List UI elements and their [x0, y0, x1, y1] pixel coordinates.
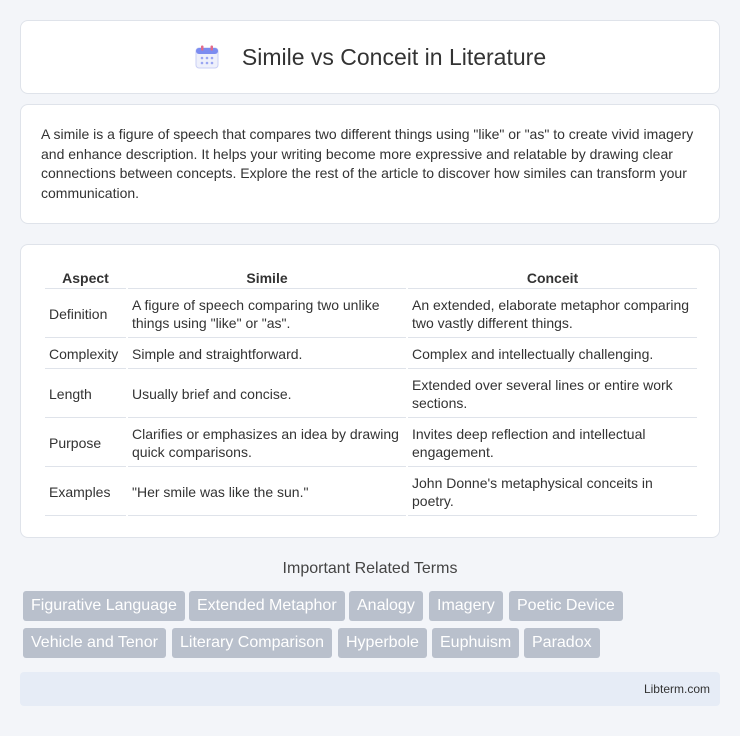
comparison-table-card	[20, 244, 720, 538]
tag-vehicle-and-tenor[interactable]: Vehicle and Tenor	[23, 628, 166, 658]
simile-cell: "Her smile was like the sun."	[128, 469, 406, 516]
aspect-cell: Complexity	[45, 340, 126, 369]
tag-hyperbole[interactable]: Hyperbole	[338, 628, 427, 658]
aspect-cell: Definition	[45, 291, 126, 338]
conceit-cell: Invites deep reflection and intellectual engagement.	[408, 420, 697, 467]
conceit-cell: Extended over several lines or entire work sections.	[408, 371, 697, 418]
simile-cell: Clarifies or emphasizes an idea by drawing quick comparisons.	[128, 420, 406, 467]
aspect-cell: Length	[45, 371, 126, 418]
footer-site-link[interactable]: Libterm.com	[643, 682, 710, 696]
table-row	[45, 371, 697, 418]
simile-cell: Usually brief and concise.	[128, 371, 406, 418]
table-row	[45, 469, 697, 516]
tag-euphuism[interactable]: Euphuism	[432, 628, 519, 658]
aspect-cell: Examples	[45, 469, 126, 516]
footer	[20, 672, 720, 706]
conceit-cell: Complex and intellectually challenging.	[408, 340, 697, 369]
header-conceit: Conceit	[408, 267, 697, 289]
tag-imagery[interactable]: Imagery	[429, 591, 503, 621]
tag-analogy[interactable]: Analogy	[349, 591, 423, 621]
tag-paradox[interactable]: Paradox	[524, 628, 600, 658]
simile-cell: A figure of speech comparing two unlike things using "like" or "as".	[128, 291, 406, 338]
conceit-cell: An extended, elaborate metaphor comparing two vastly different things.	[408, 291, 697, 338]
comparison-table	[43, 265, 699, 518]
table-row	[45, 420, 697, 467]
tag-poetic-device[interactable]: Poetic Device	[509, 591, 623, 621]
intro-text: A simile is a figure of speech that compares two different things using "like" or "as" to create vivid imagery and enhance description. It helps your writing become more expressive and relatable by drawing clear connections between concepts. Explore the rest of the article to discover how similes can transform your communication.	[41, 126, 694, 201]
header-simile: Simile	[128, 267, 406, 289]
table-row	[45, 291, 697, 338]
conceit-cell: John Donne's metaphysical conceits in poetry.	[408, 469, 697, 516]
related-terms-title: Important Related Terms	[282, 560, 458, 577]
table-row	[45, 340, 697, 369]
tag-figurative-language[interactable]: Figurative Language	[23, 591, 185, 621]
header-card	[20, 20, 720, 94]
simile-cell: Simple and straightforward.	[128, 340, 406, 369]
calendar-icon	[194, 44, 220, 70]
page-title: Simile vs Conceit in Literature	[241, 43, 547, 70]
header-aspect: Aspect	[45, 267, 126, 289]
intro-card	[20, 104, 720, 224]
aspect-cell: Purpose	[45, 420, 126, 467]
tag-extended-metaphor[interactable]: Extended Metaphor	[189, 591, 345, 621]
tag-literary-comparison[interactable]: Literary Comparison	[172, 628, 332, 658]
